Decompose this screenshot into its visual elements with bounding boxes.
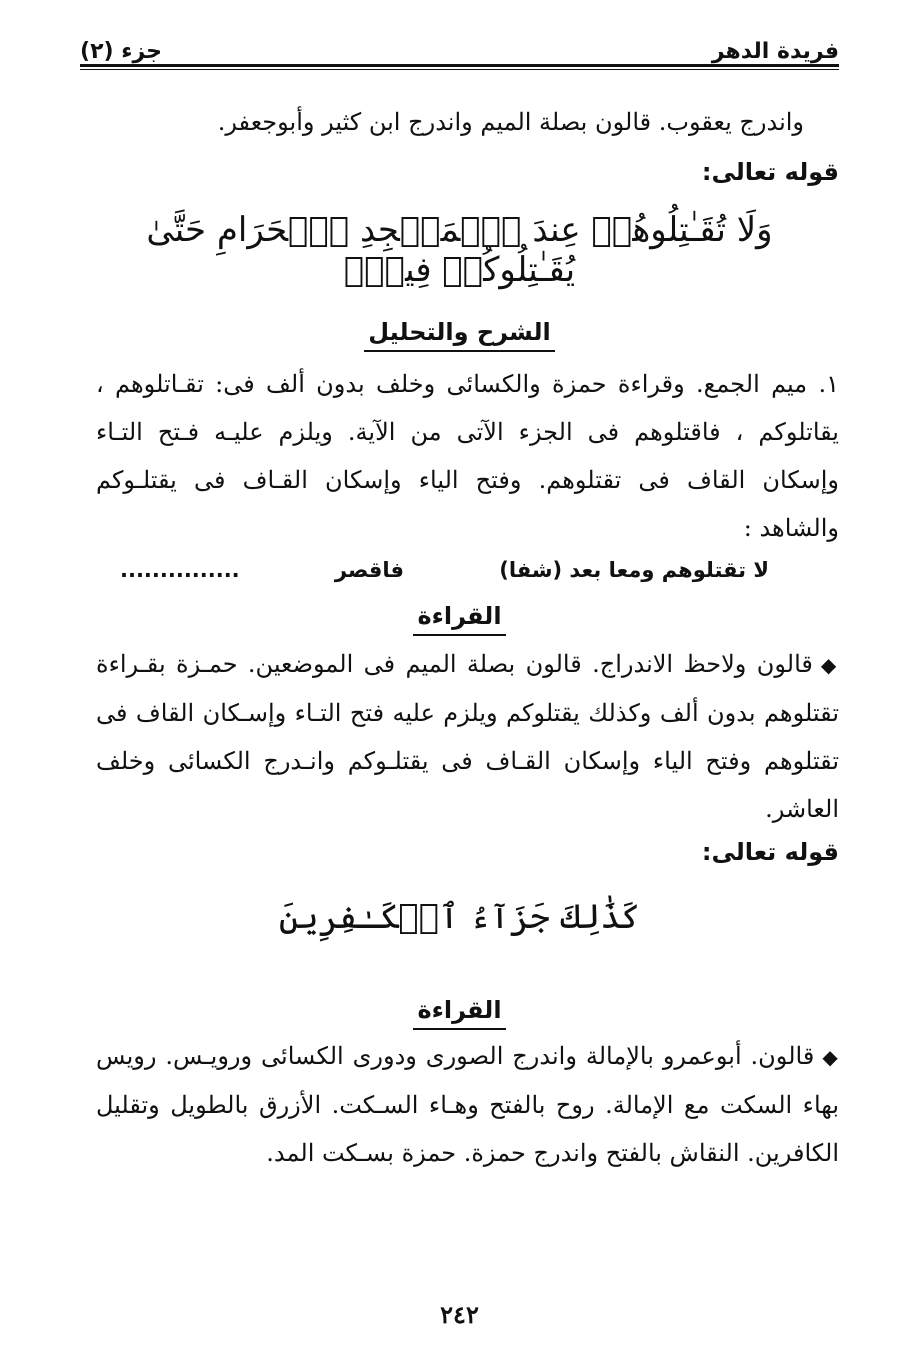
header-rule <box>80 64 839 67</box>
bullet-diamond-icon: ◆ <box>820 653 839 677</box>
shahid-mid: فاقصر <box>334 558 405 582</box>
header-rule-thin <box>80 69 839 70</box>
intro-line: واندرج يعقوب. قالون بصلة الميم واندرج ابن كثير وأبوجعفر. <box>217 108 804 136</box>
qawluhu-label-2: قوله تعالى: <box>701 838 839 866</box>
qiraa-heading-2 <box>0 996 919 1030</box>
sharh-heading <box>0 318 919 352</box>
qiraa-paragraph-1 <box>96 640 839 832</box>
running-header <box>80 28 839 64</box>
quran-verse-1: وَلَا تُقَـٰتِلُوهُمۡ عِندَ ٱلۡمَسۡجِدِ ٱلۡحَرَامِ حَتَّىٰ يُقَـٰتِلُوكُمۡ فِيهِۖ <box>146 210 773 290</box>
page-number: ٢٤٢ <box>440 1300 479 1329</box>
shahid-right: لا تقتلوهم ومعا بعد (شفا) <box>499 558 769 582</box>
shahid-dots: ............... <box>120 558 240 582</box>
shahid-verse <box>120 558 769 582</box>
book-title: فريدة الدهر <box>711 39 839 64</box>
part-number: جزء (٢) <box>80 39 163 64</box>
qiraa-paragraph-2 <box>96 1032 839 1224</box>
sharh-paragraph: ١. ميم الجمع. وقراءة حمزة والكسائى وخلف بدون ألف فى: تقـاتلوهم ، يقاتلوكم ، فاقتلوهم فى الجزء الآتى من الآية. ويلزم عليـه فـتح التـاء وإسكان القاف فى تقتلوهم. وفتح الياء وإسكان القـاف فى يقتلـوكم والشاهد : <box>96 370 839 542</box>
quran-verse-2: كَذَٰلِكَ جَزَآءُ ٱلۡكَـٰفِرِينَ <box>278 897 641 937</box>
qiraa-2-text: قالون. أبوعمرو بالإمالة واندرج الصورى ودورى الكسائى ورويـس. رويس بهاء السكت مع الإمالة. روح بالفتح وهـاء السـكت. الأزرق بالطويل وتقليل الكافرين. النقاش بالفتح واندرج حمزة. حمزة بسـكت المد. <box>96 1042 839 1167</box>
qiraa-heading-2-text: القراءة <box>413 996 505 1030</box>
qiraa-1-text: قالون ولاحظ الاندراج. قالون بصلة الميم فى الموضعين. حمـزة بقـراءة تقتلوهم بدون ألف وكذلك يقتلوكم ويلزم عليه فتح التـاء وإسـكان القاف فى تقتلوهم وفتح الياء وإسكان القـاف فى يقتلـوكم وانـدرج الكسائى وخلف العاشر. <box>96 650 839 823</box>
sharh-heading-text: الشرح والتحليل <box>364 318 555 352</box>
bullet-diamond-icon: ◆ <box>822 1045 840 1069</box>
qiraa-heading-1 <box>0 602 919 636</box>
qiraa-heading-1-text: القراءة <box>413 602 505 636</box>
qawluhu-label-1: قوله تعالى: <box>701 158 839 186</box>
